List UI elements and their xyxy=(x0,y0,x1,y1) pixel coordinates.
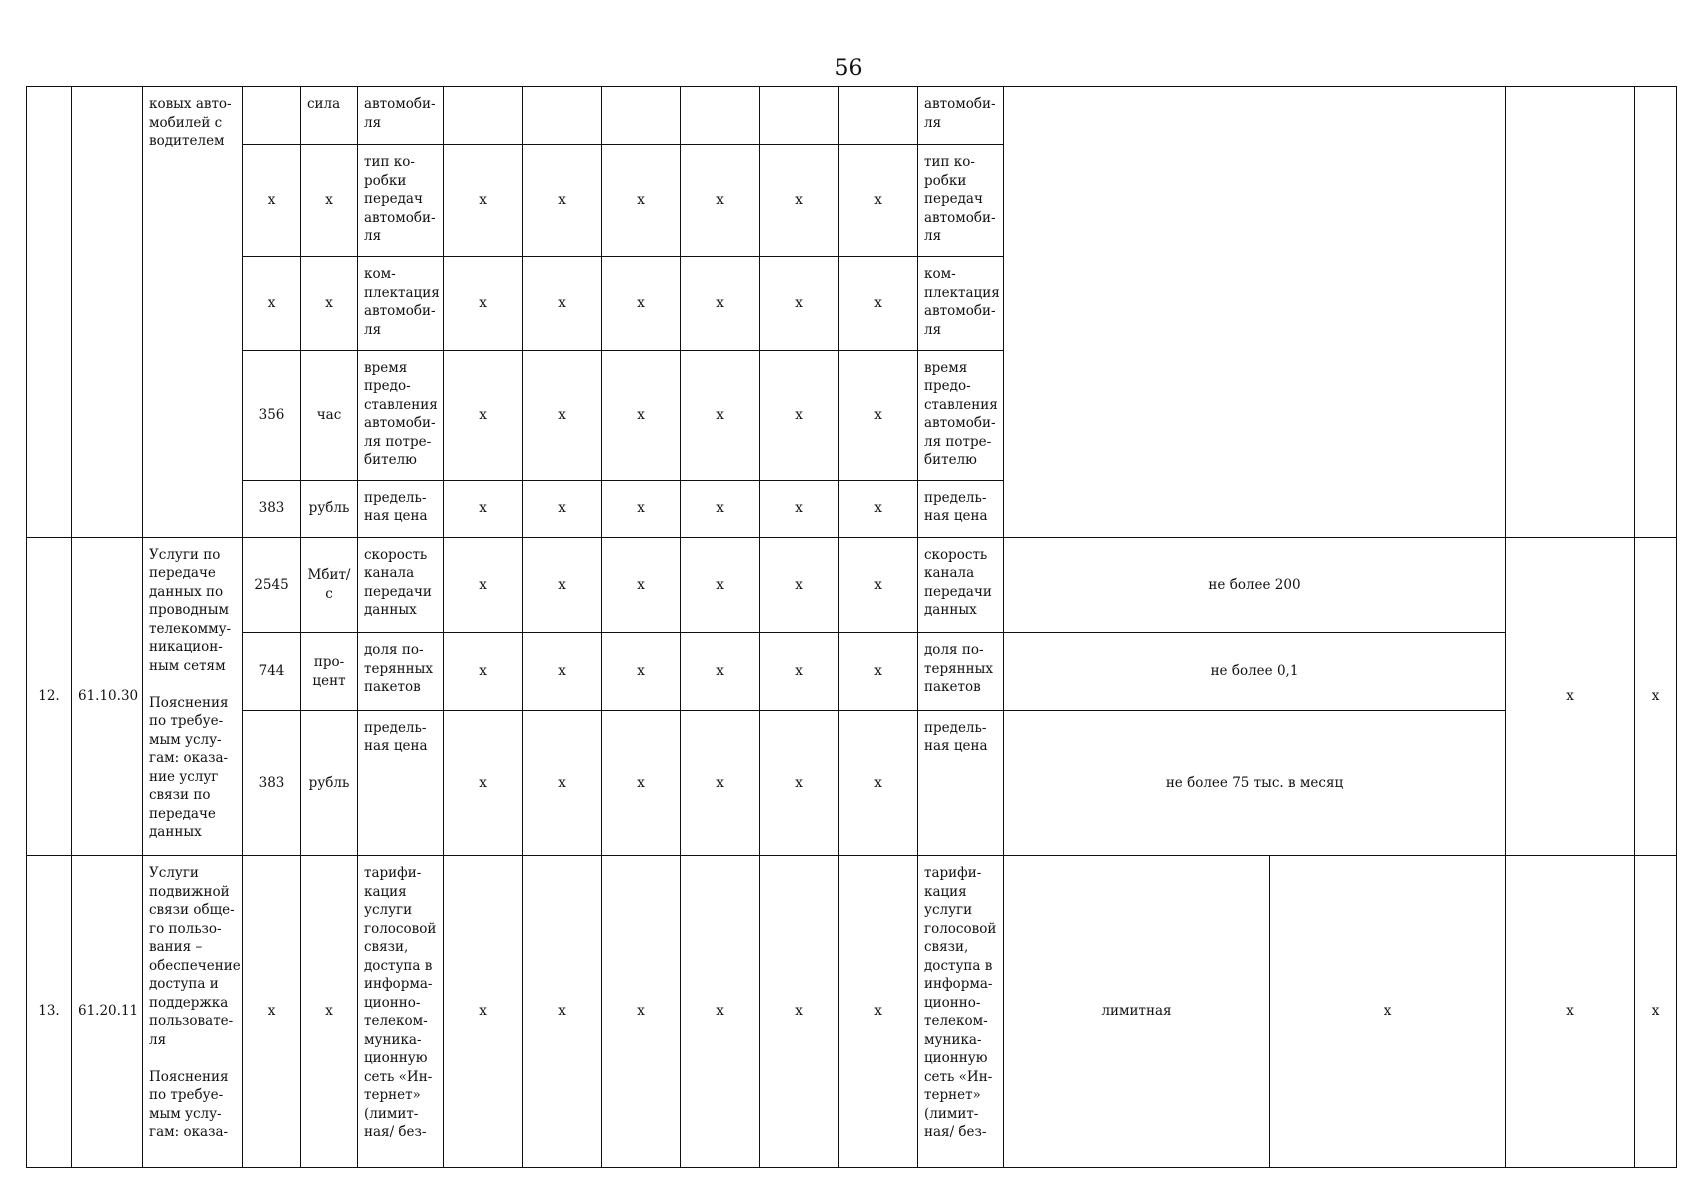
mark-cell: х xyxy=(602,350,681,480)
okei-code-cell: 2545 xyxy=(243,537,301,633)
row-number-cell: 12. xyxy=(27,537,72,856)
mark-cell: х xyxy=(839,257,918,350)
mark-cell: х xyxy=(523,633,602,711)
mark-cell: х xyxy=(839,856,918,1168)
characteristic-cell: предель- ная цена xyxy=(358,480,444,537)
mark-cell: х xyxy=(760,480,839,537)
mark-cell xyxy=(523,87,602,145)
requirements-table xyxy=(26,86,1677,1168)
mark-cell xyxy=(760,87,839,145)
mark-cell xyxy=(839,87,918,145)
characteristic-cell: доля по- терянных пакетов xyxy=(358,633,444,711)
mark-cell: х xyxy=(523,710,602,856)
extra-cell: х xyxy=(1506,856,1635,1168)
page-number: 56 xyxy=(834,56,863,81)
characteristic-cell: время предо- ставления автомоби- ля потре- бителю xyxy=(918,350,1004,480)
extra-cell xyxy=(1506,87,1635,538)
characteristic-cell: предель- ная цена xyxy=(918,710,1004,856)
characteristic-cell: ком- плектация автомоби- ля xyxy=(358,257,444,350)
characteristic-cell: скорость канала передачи данных xyxy=(918,537,1004,633)
mark-cell xyxy=(444,87,523,145)
characteristic-cell: скорость канала передачи данных xyxy=(358,537,444,633)
characteristic-cell: время предо- ставления автомоби- ля потре- бителю xyxy=(358,350,444,480)
mark-cell: х xyxy=(760,537,839,633)
table-row xyxy=(27,856,1677,1168)
mark-cell: х xyxy=(444,350,523,480)
characteristic-cell: тип ко- робки передач автомоби- ля xyxy=(918,145,1004,257)
table-row xyxy=(27,87,1677,145)
okpd-code-cell xyxy=(72,87,143,538)
okei-code-cell: 744 xyxy=(243,633,301,711)
okpd-code-cell: 61.10.30 xyxy=(72,537,143,856)
mark-cell: х xyxy=(681,633,760,711)
mark-cell: х xyxy=(602,633,681,711)
mark-cell: х xyxy=(681,145,760,257)
mark-cell: х xyxy=(523,257,602,350)
mark-cell: х xyxy=(681,480,760,537)
mark-cell: х xyxy=(760,350,839,480)
mark-cell: х xyxy=(444,633,523,711)
okei-code-cell xyxy=(243,87,301,145)
mark-cell: х xyxy=(523,145,602,257)
mark-cell: х xyxy=(523,856,602,1168)
mark-cell: х xyxy=(444,537,523,633)
okei-code-cell: х xyxy=(243,145,301,257)
okei-code-cell: х xyxy=(243,856,301,1168)
mark-cell: х xyxy=(839,350,918,480)
unit-cell: про- цент xyxy=(301,633,358,711)
extra-cell: х xyxy=(1506,537,1635,856)
okei-code-cell: 356 xyxy=(243,350,301,480)
mark-cell: х xyxy=(523,537,602,633)
characteristic-cell: предель- ная цена xyxy=(358,710,444,856)
characteristic-cell: автомоби- ля xyxy=(918,87,1004,145)
unit-cell: х xyxy=(301,257,358,350)
mark-cell: х xyxy=(602,145,681,257)
mark-cell: х xyxy=(760,710,839,856)
mark-cell: х xyxy=(602,856,681,1168)
mark-cell xyxy=(602,87,681,145)
characteristic-cell: автомоби- ля xyxy=(358,87,444,145)
mark-cell: х xyxy=(444,710,523,856)
characteristic-cell: тарифи- кация услуги голосовой связи, доступа в информа- ционно- телеком- муника- ционную сеть «Ин- тернет» (лимит- ная/ без- xyxy=(918,856,1004,1168)
value-cell: не более 0,1 xyxy=(1004,633,1506,711)
characteristic-cell: ком- плектация автомоби- ля xyxy=(918,257,1004,350)
extra-cell xyxy=(1635,87,1677,538)
unit-cell: час xyxy=(301,350,358,480)
mark-cell: х xyxy=(681,537,760,633)
characteristic-cell: тарифи- кация услуги голосовой связи, доступа в информа- ционно- телеком- муника- ционную сеть «Ин- тернет» (лимит- ная/ без- xyxy=(358,856,444,1168)
mark-cell: х xyxy=(760,145,839,257)
mark-cell: х xyxy=(602,257,681,350)
mark-cell: х xyxy=(839,537,918,633)
row-number-cell xyxy=(27,87,72,538)
unit-cell: рубль xyxy=(301,480,358,537)
mark-cell xyxy=(681,87,760,145)
characteristic-cell: предель- ная цена xyxy=(918,480,1004,537)
mark-cell: х xyxy=(760,633,839,711)
mark-cell: х xyxy=(839,480,918,537)
mark-cell: х xyxy=(602,537,681,633)
mark-cell: х xyxy=(602,710,681,856)
characteristic-cell: доля по- терянных пакетов xyxy=(918,633,1004,711)
mark-cell: х xyxy=(681,350,760,480)
table-row xyxy=(27,537,1677,633)
extra-cell: х xyxy=(1635,537,1677,856)
okei-code-cell: 383 xyxy=(243,710,301,856)
row-number-cell: 13. xyxy=(27,856,72,1168)
value-cell: х xyxy=(1270,856,1506,1168)
mark-cell: х xyxy=(444,480,523,537)
mark-cell: х xyxy=(444,856,523,1168)
value-cell: не более 75 тыс. в месяц xyxy=(1004,710,1506,856)
mark-cell: х xyxy=(523,350,602,480)
unit-cell: рубль xyxy=(301,710,358,856)
mark-cell: х xyxy=(444,145,523,257)
mark-cell: х xyxy=(839,633,918,711)
value-cell: лимитная xyxy=(1004,856,1270,1168)
mark-cell: х xyxy=(839,710,918,856)
mark-cell: х xyxy=(681,856,760,1168)
mark-cell: х xyxy=(681,710,760,856)
table-row xyxy=(27,710,1677,856)
okpd-code-cell: 61.20.11 xyxy=(72,856,143,1168)
unit-cell: сила xyxy=(301,87,358,145)
value-cell xyxy=(1004,87,1506,538)
mark-cell: х xyxy=(523,480,602,537)
okei-code-cell: х xyxy=(243,257,301,350)
service-name-cell: Услуги подвижной связи обще- го пользо- вания – обеспечение доступа и поддержка пользовате- ля Пояснения по требуе- мым услу- гам: оказа- xyxy=(143,856,243,1168)
unit-cell: Мбит/ с xyxy=(301,537,358,633)
service-name-cell: Услуги по передаче данных по проводным телекомму- никацион- ным сетям Пояснения по требуе- мым услу- гам: оказа- ние услуг связи по передаче данных xyxy=(143,537,243,856)
okei-code-cell: 383 xyxy=(243,480,301,537)
mark-cell: х xyxy=(602,480,681,537)
characteristic-cell: тип ко- робки передач автомоби- ля xyxy=(358,145,444,257)
mark-cell: х xyxy=(760,856,839,1168)
unit-cell: х xyxy=(301,856,358,1168)
table-row xyxy=(27,633,1677,711)
value-cell: не более 200 xyxy=(1004,537,1506,633)
mark-cell: х xyxy=(839,145,918,257)
service-name-cell: ковых авто- мобилей с водителем xyxy=(143,87,243,538)
mark-cell: х xyxy=(760,257,839,350)
mark-cell: х xyxy=(681,257,760,350)
mark-cell: х xyxy=(444,257,523,350)
extra-cell: х xyxy=(1635,856,1677,1168)
unit-cell: х xyxy=(301,145,358,257)
